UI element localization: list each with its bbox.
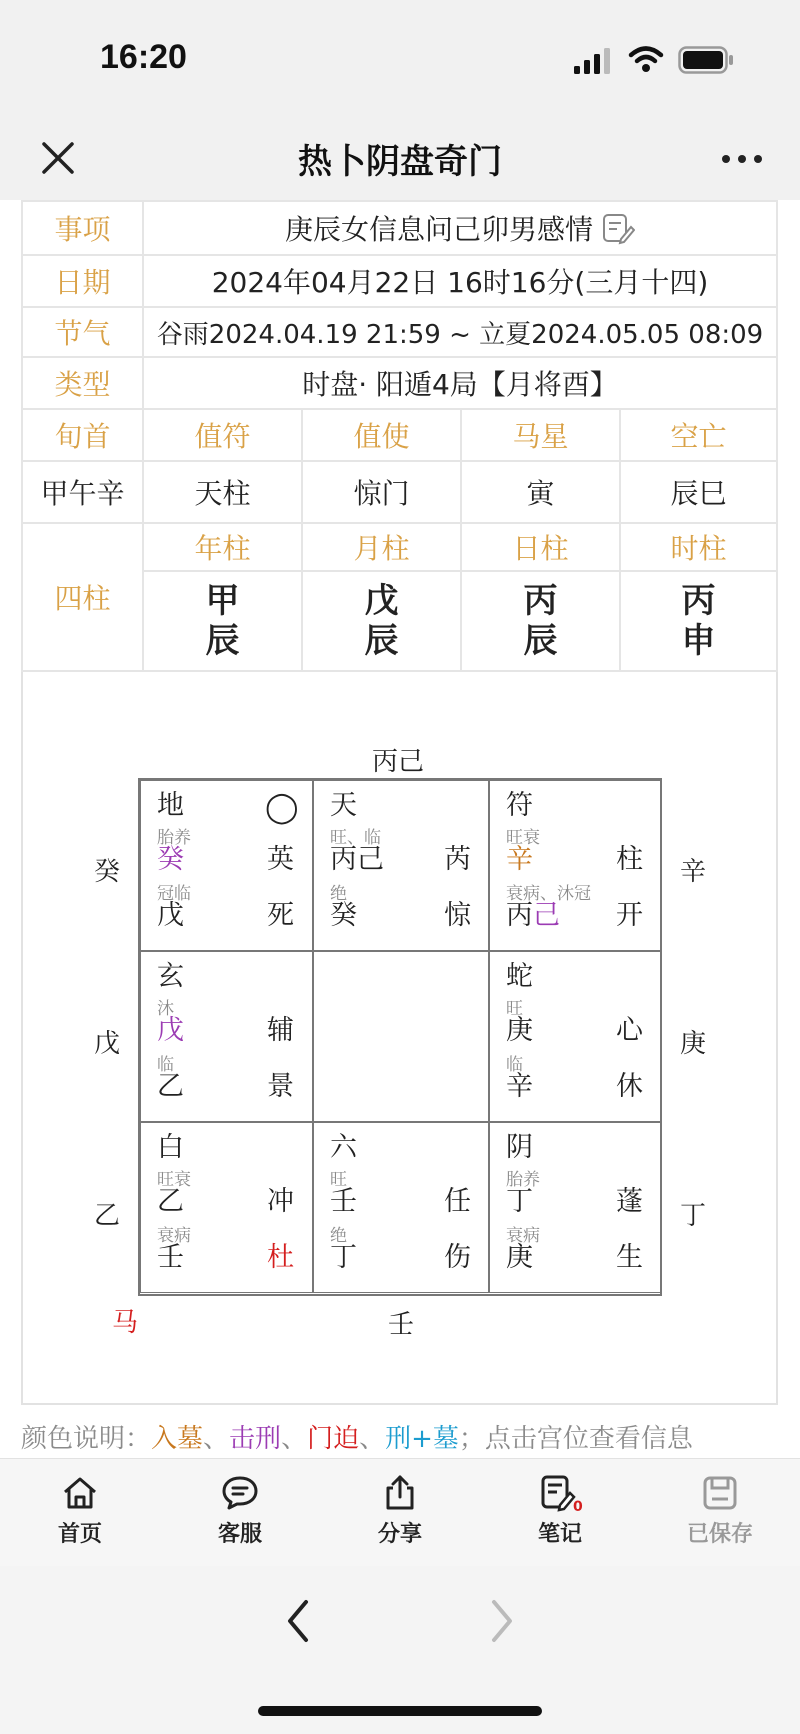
toolbar-notes-button[interactable] [510, 1473, 610, 1548]
palace-3-star: 柱 [616, 844, 643, 875]
palace-8-di: 丁 [330, 1242, 357, 1273]
palace-8-door: 伤 [444, 1242, 471, 1273]
board-left-outer-1: 癸 [94, 857, 121, 887]
legend-xing-mu: 刑+墓 [385, 1424, 459, 1454]
type-value: 时盘· 阳遁4局【月将酉】 [142, 356, 778, 410]
palace-4-god: 玄 [157, 961, 184, 992]
palace-2-state-2: 绝 [330, 884, 347, 904]
kongwang-circle-icon: ◯ [265, 790, 299, 825]
pillar-year-bottom: 辰 [205, 621, 240, 661]
palace-1-tian: 癸 [157, 844, 184, 875]
legend-sep-3: 、 [359, 1424, 386, 1454]
legend-ji-xing: 击刑 [229, 1424, 282, 1454]
pillar-hour-bottom: 申 [681, 621, 716, 661]
palace-6-state-1: 旺 [506, 999, 523, 1019]
signal-icon [574, 48, 614, 74]
palace-2-god: 天 [330, 790, 357, 821]
toolbar-home-button[interactable] [30, 1473, 130, 1548]
home-icon [60, 1473, 100, 1513]
board-right-outer-1: 辛 [680, 857, 707, 887]
pillar-month-top: 戊 [364, 581, 399, 621]
palace-9-door: 生 [616, 1242, 643, 1273]
palace-1-state-1: 胎养 [157, 828, 191, 848]
page-title: 热卜阴盘奇门 [298, 142, 502, 182]
wifi-icon [628, 44, 664, 74]
toolbar-service-button[interactable] [190, 1473, 290, 1548]
palace-7-door: 杜 [267, 1242, 294, 1273]
header-xunshou: 旬首 [21, 408, 144, 462]
board-right-outer-2: 庚 [680, 1029, 707, 1059]
palace-4-star: 辅 [267, 1015, 294, 1046]
header-zhishi: 值使 [301, 408, 462, 462]
pillars-label: 四柱 [21, 522, 144, 672]
palace-8[interactable] [313, 1122, 489, 1293]
legend-ru-mu: 入墓 [151, 1424, 204, 1454]
palace-6-state-2: 临 [506, 1055, 523, 1075]
palace-9-tian: 丁 [506, 1186, 533, 1217]
palace-2-state-1: 旺、临 [330, 828, 381, 848]
palace-8-star: 任 [444, 1186, 471, 1217]
nav-bar [0, 118, 800, 200]
palace-9-di: 庚 [506, 1242, 533, 1273]
palace-9-state-1: 胎养 [506, 1170, 540, 1190]
palace-3[interactable] [489, 780, 662, 951]
back-arrow-icon[interactable] [282, 1596, 312, 1646]
value-maxing: 寅 [460, 460, 621, 524]
value-zhishi: 惊门 [301, 460, 462, 524]
toolbar-saved-button[interactable] [670, 1473, 770, 1548]
battery-icon [678, 46, 734, 74]
notes-badge: 0 [573, 1499, 583, 1515]
palace-4-state-1: 沐 [157, 999, 174, 1019]
board-bottom-outer: 壬 [388, 1310, 415, 1340]
board-right-outer-3: 丁 [680, 1201, 707, 1231]
toolbar-service-label: 客服 [217, 1522, 262, 1547]
date-label: 日期 [21, 254, 144, 308]
palace-9-star: 蓬 [616, 1186, 643, 1217]
palace-6-di: 辛 [506, 1071, 533, 1102]
palace-4-state-2: 临 [157, 1055, 174, 1075]
value-zhifu: 天柱 [142, 460, 303, 524]
chat-icon [220, 1473, 260, 1513]
palace-3-state-2: 衰病、沐冠 [506, 884, 591, 904]
palace-2-tian: 丙己 [330, 844, 384, 875]
palace-6-tian: 庚 [506, 1015, 533, 1046]
color-legend [21, 1418, 693, 1455]
pillar-year [142, 570, 303, 672]
items-value: 庚辰女信息问己卯男感情 [284, 213, 593, 246]
palace-6-door: 休 [616, 1071, 643, 1102]
palace-2[interactable] [313, 780, 489, 951]
palace-2-star: 芮 [444, 844, 471, 875]
palace-3-di-2: 己 [533, 900, 560, 931]
palace-4[interactable] [140, 951, 313, 1122]
palace-9[interactable] [489, 1122, 662, 1293]
palace-3-di-1: 丙 [506, 900, 533, 931]
pillar-day-bottom: 辰 [523, 621, 558, 661]
palace-8-god: 六 [330, 1132, 357, 1163]
pillar-day-top: 丙 [523, 581, 558, 621]
value-xunshou: 甲午辛 [21, 460, 144, 524]
palace-8-state-2: 绝 [330, 1226, 347, 1246]
board-left-outer-2: 戊 [94, 1029, 121, 1059]
palace-2-di: 癸 [330, 900, 357, 931]
jieqi-value: 谷雨2024.04.19 21:59 ~ 立夏2024.05.05 08:09 [142, 306, 778, 358]
palace-7-di: 壬 [157, 1242, 184, 1273]
date-value: 2024年04月22日 16时16分(三月十四) [142, 254, 778, 308]
bottom-toolbar [0, 1458, 800, 1567]
share-icon [380, 1473, 420, 1513]
palace-3-tian: 辛 [506, 844, 533, 875]
board-left-outer-3: 乙 [94, 1201, 121, 1231]
status-bar [0, 0, 800, 118]
palace-4-di: 乙 [157, 1071, 184, 1102]
palace-3-door: 开 [616, 900, 643, 931]
more-icon[interactable] [718, 144, 766, 174]
palace-6-star: 心 [616, 1015, 643, 1046]
toolbar-share-label: 分享 [377, 1522, 422, 1547]
pillar-hour [619, 570, 778, 672]
legend-men-po: 门迫 [307, 1424, 360, 1454]
legend-prefix: 颜色说明： [21, 1424, 152, 1454]
palace-9-god: 阴 [506, 1132, 533, 1163]
palace-1-state-2: 冠临 [157, 884, 191, 904]
pillar-month [301, 570, 462, 672]
edit-note-icon[interactable] [601, 211, 635, 245]
horse-marker: 马 [112, 1308, 139, 1338]
palace-8-tian: 壬 [330, 1186, 357, 1217]
palace-7-star: 冲 [267, 1186, 294, 1217]
palace-7-state-1: 旺衰 [157, 1170, 191, 1190]
palace-1[interactable] [140, 780, 313, 951]
palace-7-state-2: 衰病 [157, 1226, 191, 1246]
palace-3-di [506, 901, 560, 931]
palace-6[interactable] [489, 951, 662, 1122]
legend-suffix: ；点击宫位查看信息 [458, 1424, 693, 1454]
palace-7-tian: 乙 [157, 1186, 184, 1217]
pillar-head-hour: 时柱 [619, 522, 778, 572]
legend-sep-2: 、 [281, 1424, 308, 1454]
chart-content [0, 200, 800, 1458]
palace-8-state-1: 旺 [330, 1170, 347, 1190]
forward-arrow-icon[interactable] [488, 1596, 518, 1646]
palace-2-door: 惊 [444, 900, 471, 931]
palace-7-god: 白 [157, 1132, 184, 1163]
pillar-head-year: 年柱 [142, 522, 303, 572]
palace-6-god: 蛇 [506, 961, 533, 992]
board-top-outer: 丙己 [372, 747, 425, 777]
header-zhifu: 值符 [142, 408, 303, 462]
toolbar-home-label: 首页 [57, 1522, 102, 1547]
status-time: 16:20 [100, 38, 187, 76]
palace-1-star: 英 [267, 844, 294, 875]
palace-7[interactable] [140, 1122, 313, 1293]
palace-1-door: 死 [267, 900, 294, 931]
palace-4-door: 景 [267, 1071, 294, 1102]
palace-3-state-1: 旺衰 [506, 828, 540, 848]
palace-1-god: 地 [157, 790, 184, 821]
palace-3-god: 符 [506, 790, 533, 821]
value-kongwang: 辰巳 [619, 460, 778, 524]
toolbar-share-button[interactable] [350, 1473, 450, 1548]
header-maxing: 马星 [460, 408, 621, 462]
home-indicator [258, 1706, 542, 1716]
pillar-head-month: 月柱 [301, 522, 462, 572]
legend-sep-1: 、 [203, 1424, 230, 1454]
palace-center[interactable] [313, 951, 489, 1122]
toolbar-notes-label: 笔记 [537, 1522, 582, 1547]
items-label: 事项 [21, 200, 144, 256]
type-label: 类型 [21, 356, 144, 410]
pillar-month-bottom: 辰 [364, 621, 399, 661]
pillar-day [460, 570, 621, 672]
pillar-year-top: 甲 [205, 581, 240, 621]
palace-1-di: 戊 [157, 900, 184, 931]
browser-footer [0, 1566, 800, 1734]
palace-9-state-2: 衰病 [506, 1226, 540, 1246]
toolbar-saved-label: 已保存 [686, 1522, 753, 1547]
pillar-head-day: 日柱 [460, 522, 621, 572]
save-icon [700, 1473, 740, 1513]
pillar-hour-top: 丙 [681, 581, 716, 621]
palace-4-tian: 戊 [157, 1015, 184, 1046]
qimen-board [138, 778, 662, 1296]
header-kongwang: 空亡 [619, 408, 778, 462]
jieqi-label: 节气 [21, 306, 144, 358]
items-row[interactable] [142, 200, 778, 256]
